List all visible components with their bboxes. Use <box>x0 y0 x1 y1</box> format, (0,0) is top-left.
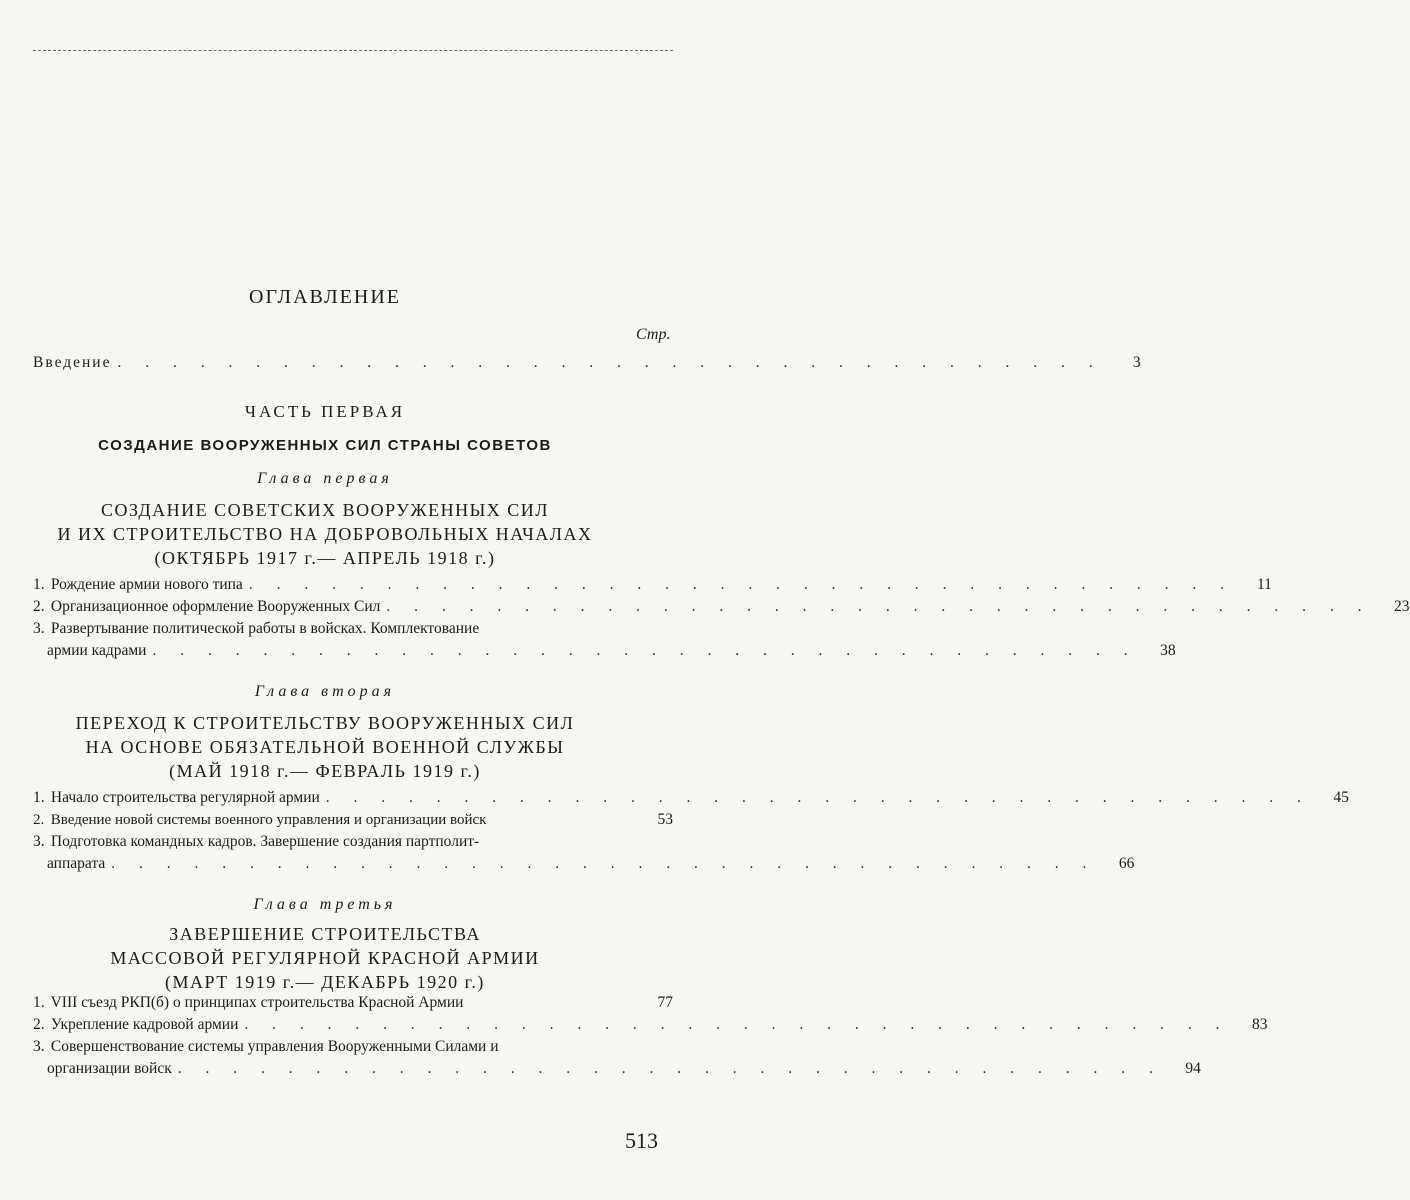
leader-dots: . . . . . . . . . . . . . . . . . . . . . . . . . . . . . . . . . . . . <box>244 1016 1230 1033</box>
chapter-label: Глава вторая <box>254 683 396 700</box>
section-number: 2. <box>33 1016 45 1033</box>
part-title: СОЗДАНИЕ ВООРУЖЕННЫХ СИЛ СТРАНЫ СОВЕТОВ <box>98 437 552 454</box>
toc-entry[interactable] <box>33 787 1349 809</box>
section-title-cont: армии кадрами <box>47 642 147 659</box>
toc-entry[interactable] <box>33 574 1272 596</box>
leader-dots: . . . . . . . . . . . . . . . . . . . . . . . . . . . . . . . . . . . . <box>386 598 1372 615</box>
toc-entry[interactable] <box>33 618 1176 662</box>
toc-entry[interactable] <box>33 596 1410 618</box>
chapter-title <box>0 498 650 570</box>
section-page: 94 <box>1185 1060 1201 1077</box>
chapter-title-line: (МАЙ 1918 г.— ФЕВРАЛЬ 1919 г.) <box>169 761 481 781</box>
section-title: Рождение армии нового типа <box>50 576 243 593</box>
part-label: ЧАСТЬ ПЕРВАЯ <box>244 402 406 421</box>
page-title: ОГЛАВЛЕНИЕ <box>249 286 401 308</box>
chapter-title-line: (МАРТ 1919 г.— ДЕКАБРЬ 1920 г.) <box>165 972 485 992</box>
chapter-title <box>0 711 650 783</box>
toc-entry[interactable] <box>33 1014 1268 1036</box>
leader-dots: . . . . . . . . . . . . . . . . . . . . . . . . . . . . . . . . . . . . <box>111 855 1097 872</box>
section-number: 1. <box>33 789 45 806</box>
chapter-title-line: И ИХ СТРОИТЕЛЬСТВО НА ДОБРОВОЛЬНЫХ НАЧАЛАХ <box>57 524 593 544</box>
chapter-title-line: (ОКТЯБРЬ 1917 г.— АПРЕЛЬ 1918 г.) <box>154 548 496 568</box>
chapter-label: Глава третья <box>253 896 397 913</box>
section-title-cont: организации войск <box>47 1060 172 1077</box>
section-title: Совершенствование системы управления Вооруженными Силами и <box>50 1038 499 1055</box>
section-page: 83 <box>1252 1016 1268 1033</box>
top-rule <box>33 50 673 51</box>
section-title: Начало строительства регулярной армии <box>50 789 320 806</box>
section-number: 3. <box>33 620 45 637</box>
section-number: 1. <box>33 576 45 593</box>
section-number: 3. <box>33 1038 45 1055</box>
leader-dots: . . . . . . . . . . . . . . . . . . . . . . . . . . . . . . . . . . . . <box>325 789 1311 806</box>
section-number: 2. <box>33 812 45 828</box>
section-page: 53 <box>657 811 673 828</box>
leader-dots: . . . . . . . . . . . . . . . . . . . . . . . . . . . . . . . . . . . . <box>177 1060 1163 1077</box>
section-title: Подготовка командных кадров. Завершение создания партполит- <box>50 833 480 850</box>
page-column-label: Стр. <box>636 326 671 343</box>
toc-entry[interactable] <box>33 809 673 831</box>
section-title-cont: аппарата <box>47 855 106 872</box>
leader-dots: . . . . . . . . . . . . . . . . . . . . . . . . . . . . . . . . . . . . <box>248 576 1234 593</box>
toc-entry[interactable] <box>33 1036 1201 1080</box>
toc-entry[interactable] <box>33 992 673 1014</box>
toc-entry-intro[interactable] <box>33 352 1141 374</box>
section-page: 77 <box>657 994 673 1011</box>
section-page: 23 <box>1394 598 1410 615</box>
section-title: Организационное оформление Вооруженных Сил <box>50 598 381 615</box>
toc-entry[interactable] <box>33 831 1135 875</box>
chapter-title-line: СОЗДАНИЕ СОВЕТСКИХ ВООРУЖЕННЫХ СИЛ <box>100 500 550 520</box>
section-title: VIII съезд РКП(б) о принципах строительства Красной Армии <box>50 994 464 1011</box>
section-title: Укрепление кадровой армии <box>50 1016 239 1033</box>
section-page: 66 <box>1118 855 1135 872</box>
chapter-label: Глава первая <box>257 470 393 487</box>
section-title: Развертывание политической работы в войсках. Комплектование <box>50 620 480 637</box>
leader-dots: . . . . . . . . . . . . . . . . . . . . . . . . . . . . . . . . . . . . <box>152 642 1138 659</box>
leader-dots: . . . . . . . . . . . . . . . . . . . . . . . . . . . . . . . . . . . . <box>117 354 1103 371</box>
chapter-title-line: ЗАВЕРШЕНИЕ СТРОИТЕЛЬСТВА <box>169 924 481 944</box>
chapter-title-line: ПЕРЕХОД К СТРОИТЕЛЬСТВУ ВООРУЖЕННЫХ СИЛ <box>75 713 575 733</box>
section-number: 2. <box>33 598 45 615</box>
section-page: 45 <box>1333 789 1349 806</box>
section-title: Введение новой системы военного управления и организации войск <box>50 812 487 828</box>
page-number: 513 <box>625 1128 658 1153</box>
section-number: 3. <box>33 833 45 850</box>
section-page: 38 <box>1160 642 1176 659</box>
toc-entry-page: 3 <box>1132 354 1141 371</box>
section-number: 1. <box>33 994 45 1011</box>
section-page: 11 <box>1257 576 1272 593</box>
toc-entry-label: Введение <box>33 354 112 371</box>
chapter-title <box>0 922 650 994</box>
chapter-title-line: МАССОВОЙ РЕГУЛЯРНОЙ КРАСНОЙ АРМИИ <box>110 948 540 968</box>
chapter-title-line: НА ОСНОВЕ ОБЯЗАТЕЛЬНОЙ ВОЕННОЙ СЛУЖБЫ <box>85 737 565 757</box>
